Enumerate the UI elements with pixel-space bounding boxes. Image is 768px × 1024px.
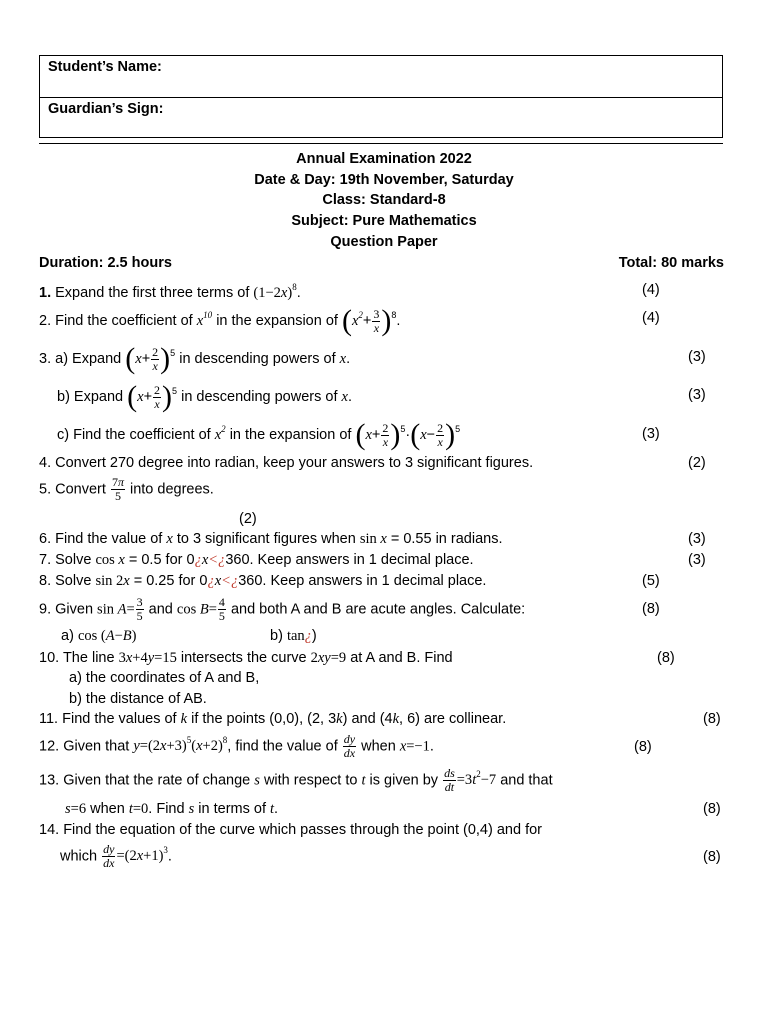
- question-10a: a) the coordinates of A and B,: [69, 670, 260, 686]
- marks-q3a: (3): [688, 349, 706, 365]
- marks-q6: (3): [688, 531, 706, 547]
- question-2: 2. Find the coefficient of $x^{10}$ in the expansion of ($x^2+$ $\frac{3}{x}$ )$^8$.: [39, 304, 401, 337]
- marks-q8: (5): [642, 573, 660, 589]
- marks-q3b: (3): [688, 387, 706, 403]
- guardian-sign-field[interactable]: [40, 97, 722, 138]
- guardian-sign-label: Guardian’s Sign:: [48, 101, 164, 117]
- exam-paper: Question Paper: [330, 234, 438, 250]
- marks-q10: (8): [657, 650, 675, 666]
- question-12: 12. Given that $y=(2x+3)^5(x+2)^8$, find the value of $\frac{dy}{dx}$ when x=−1.: [39, 732, 434, 760]
- marks-q12: (8): [634, 739, 652, 755]
- marks-q1: (4): [642, 282, 660, 298]
- exam-class: Class: Standard-8: [322, 192, 446, 208]
- marks-q2: (4): [642, 310, 660, 326]
- question-3b: b) Expand (x+ $\frac{2}{x}$ )$^5$ in descending powers of x.: [57, 380, 352, 413]
- question-9: 9. Given sin A= $\frac{3}{5}$ and cos B= $\frac{4}{5}$ and both A and B are acute angles. Calculate:: [39, 595, 526, 623]
- question-7: 7. Solve cos x = 0.5 for 0¿x<¿360. Keep answers in 1 decimal place.: [39, 552, 474, 568]
- marks-q9: (8): [642, 601, 660, 617]
- question-9a: a) cos (A−B): [61, 628, 137, 644]
- exam-title: Annual Examination 2022: [296, 151, 472, 167]
- marks-q14: (8): [703, 849, 721, 865]
- marks-q5: (2): [239, 511, 257, 527]
- marks-q13: (8): [703, 801, 721, 817]
- question-4: 4. Convert 270 degree into radian, keep your answers to 3 significant figures.: [39, 455, 534, 471]
- question-14: 14. Find the equation of the curve which passes through the point (0,4) and for: [39, 822, 543, 838]
- question-6: 6. Find the value of x to 3 significant figures when sin x = 0.55 in radians.: [39, 531, 503, 547]
- question-5: 5. Convert $\frac{7\pi}{5}$ into degrees.: [39, 475, 214, 503]
- total-marks: Total: 80 marks: [618, 255, 724, 271]
- exam-subject: Subject: Pure Mathematics: [291, 213, 477, 229]
- question-9b: b) tan¿): [270, 628, 317, 644]
- student-name-field[interactable]: [40, 56, 722, 97]
- student-name-label: Student’s Name:: [48, 59, 162, 75]
- question-10b: b) the distance of AB.: [69, 691, 207, 707]
- marks-q4: (2): [688, 455, 706, 471]
- question-11: 11. Find the values of k if the points (0,0), (2, 3k) and (4k, 6) are collinear.: [39, 711, 507, 727]
- question-13-line2: s=6 when t=0. Find s in terms of t.: [65, 801, 279, 817]
- exam-date: Date & Day: 19th November, Saturday: [254, 172, 514, 188]
- duration: Duration: 2.5 hours: [39, 255, 172, 271]
- student-info-box: [39, 55, 723, 138]
- marks-q11: (8): [703, 711, 721, 727]
- question-3c: c) Find the coefficient of $x^2$ in the expansion of (x+ $\frac{2}{x}$ )$^5$·(x− $\frac{2}{x}$ )$^5$: [57, 418, 461, 451]
- question-10: 10. The line 3x+4y=15 intersects the curve 2xy=9 at A and B. Find: [39, 650, 453, 666]
- question-1: 1. Expand the first three terms of $(1-2x)^8$.: [39, 282, 301, 301]
- question-13: 13. Given that the rate of change s with respect to t is given by $\frac{ds}{dt}$ $=3t^2-7$ and that: [39, 766, 553, 794]
- question-8: 8. Solve sin 2x = 0.25 for 0¿x<¿360. Keep answers in 1 decimal place.: [39, 573, 487, 589]
- question-3a: 3. a) Expand (x+ $\frac{2}{x}$ )$^5$ in descending powers of x.: [39, 342, 351, 375]
- divider: [39, 143, 723, 144]
- question-14-line2: which $\frac{dy}{dx}$ $=(2x+1)^3$.: [60, 842, 172, 870]
- marks-q3c: (3): [642, 426, 660, 442]
- marks-q7: (3): [688, 552, 706, 568]
